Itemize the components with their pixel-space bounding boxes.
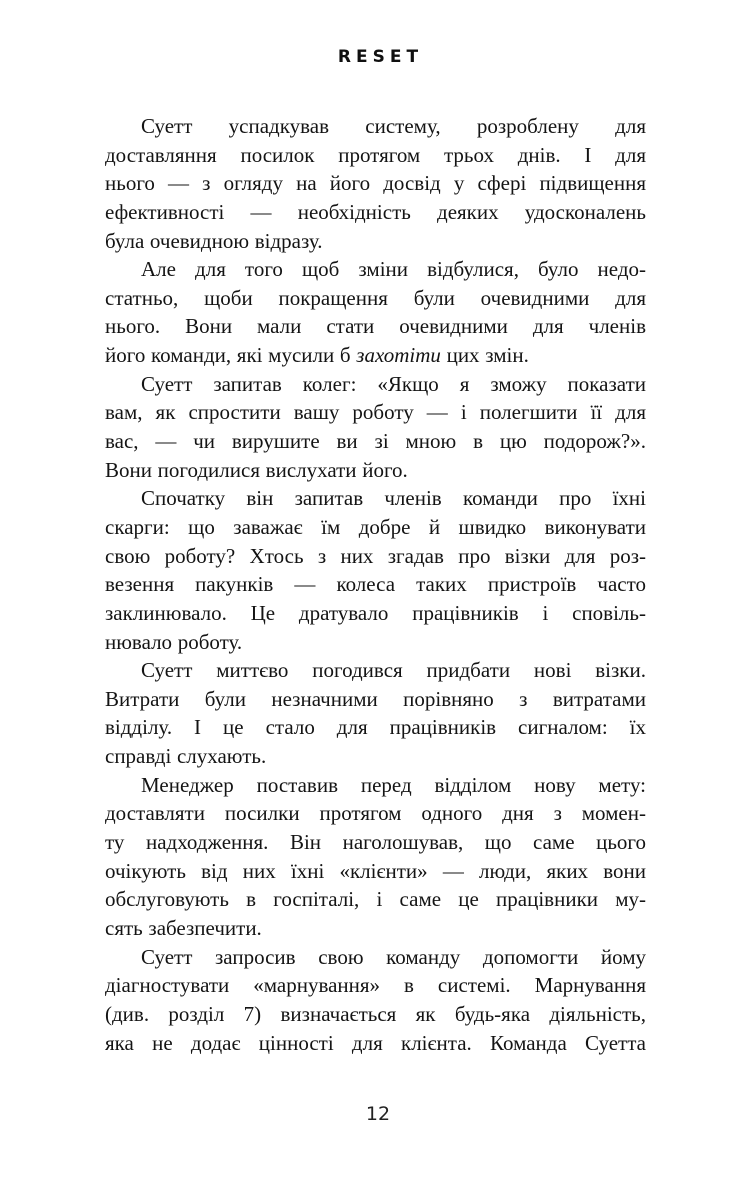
text-line: обслуговують в госпіталі, і саме це працівники му- [105,887,646,912]
text-line: Але для того щоб зміни відбулися, було недо- [141,257,646,282]
text-line: (див. розділ 7) визначається як будь-яка діяльність, [105,1001,646,1026]
paragraph [105,112,646,255]
text-line: ту надходження. Він наголошував, що саме цього [105,830,646,855]
text-line: Менеджер поставив перед відділом нову мету: [141,772,646,797]
text-line: відділу. І це стало для працівників сигналом: їх [105,715,646,740]
text-line: нювало роботу. [105,629,243,654]
text-line: доставляння посилок протягом трьох днів. І для [105,142,646,167]
text-line: статньо, щоби покращення були очевидними для [105,285,646,310]
text-line: нього — з огляду на його досвід у сфері підвищення [105,171,646,196]
text-line: справді слухають. [105,744,267,769]
text-line: доставляти посилки протягом одного дня з момен- [105,801,646,826]
text-line: яка не додає цінності для клієнта. Команда Суетта [105,1030,646,1055]
text-line: сять забезпечити. [105,915,262,940]
paragraph [105,484,646,656]
text-line: свою роботу? Хтось з них згадав про візки для роз- [105,543,646,568]
text-line: його команди, які мусили б захотіти цих змін. [105,343,529,368]
text-line: Витрати були незначними порівняно з витратами [105,686,646,711]
text-line: Вони погодилися вислухати його. [105,457,408,482]
text-line: була очевидною відразу. [105,228,323,253]
text-line: Суетт миттєво погодився придбати нові візки. [141,658,646,683]
text-line: нього. Вони мали стати очевидними для членів [105,314,646,339]
text-line: Суетт успадкував систему, розроблену для [141,114,646,138]
running-head: RESET [337,47,424,67]
text-line: везення пакунків — колеса таких пристроїв часто [105,572,646,597]
text-line: скарги: що заважає їм добре й швидко виконувати [105,514,646,539]
paragraph [105,771,646,943]
paragraph [105,370,646,485]
paragraph [105,255,646,370]
text-line: очікують від них їхні «клієнти» — люди, яких вони [105,858,646,883]
text-line: заклинювало. Це дратувало працівників і сповіль- [105,600,646,625]
text-line: Суетт запитав колег: «Якщо я зможу показати [141,371,646,396]
text-line: ефективності — необхідність деяких удосконалень [105,199,646,224]
body-text [105,112,646,1057]
text-line: діагностувати «марнування» в системі. Марнування [105,973,646,998]
paragraph [105,656,646,771]
text-line: вас, — чи вирушите ви зі мною в цю подорож?». [105,429,646,454]
text-line: Суетт запросив свою команду допомогти йому [141,944,646,969]
paragraph [105,943,646,1058]
page-number: 12 [365,1103,391,1125]
text-line: вам, як спростити вашу роботу — і полегшити її для [105,400,646,425]
text-line: Спочатку він запитав членів команди про їхні [141,486,646,511]
